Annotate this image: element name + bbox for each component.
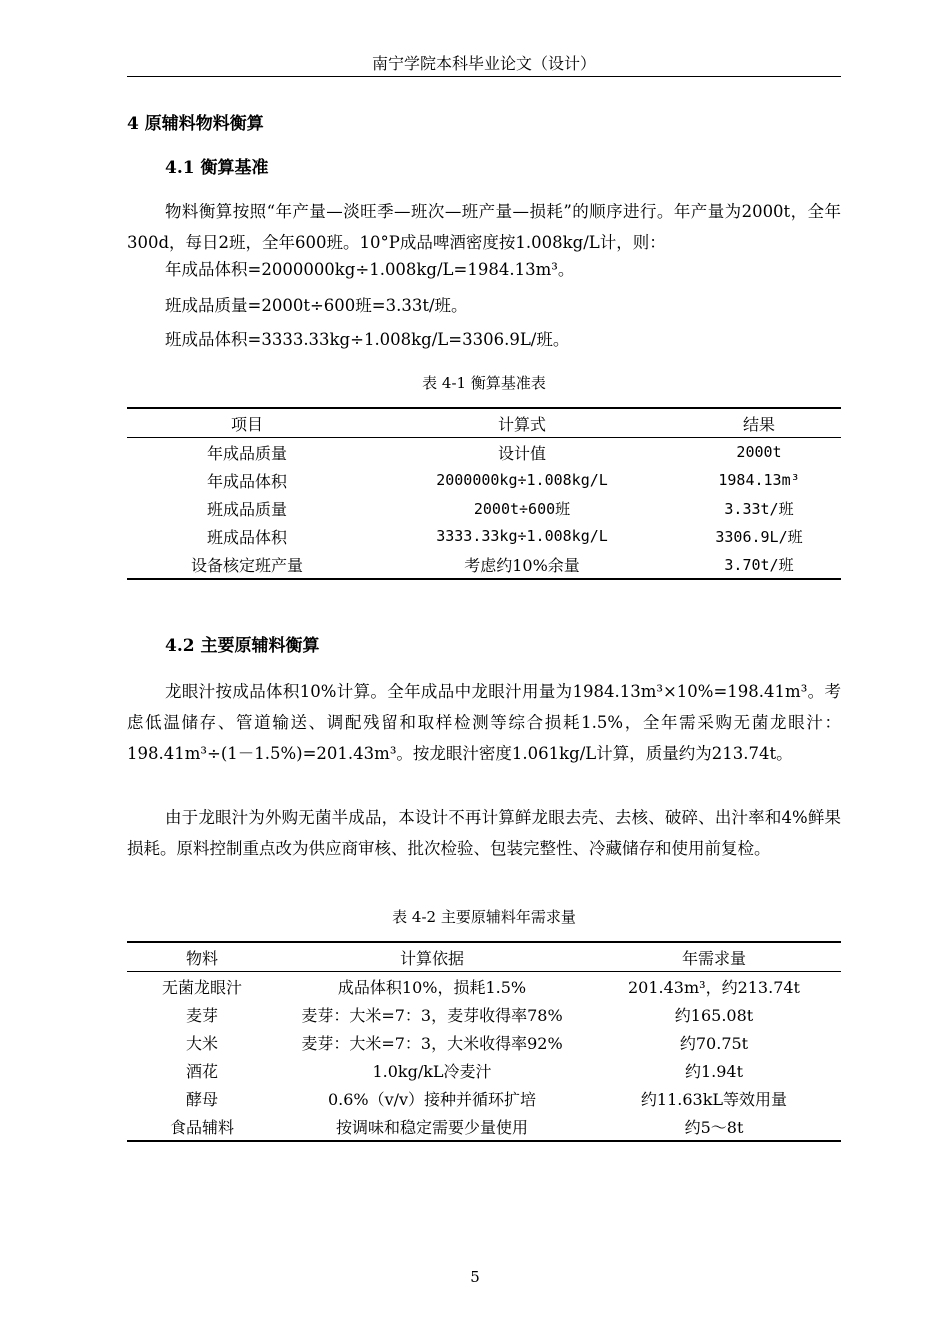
section-4-2-paragraph-2: 由于龙眼汁为外购无菌半成品，本设计不再计算鲜龙眼去壳、去核、破碎、出汁率和4%鲜果损耗。原料控制重点改为供应商审核、批次检验、包装完整性、冷藏储存和使用前复检。 — [127, 808, 841, 858]
table-4-1 — [127, 407, 841, 580]
formula-shift-mass: 班成品质量=2000t÷600班=3.33t/班。 — [165, 296, 468, 315]
page-number: 5 — [470, 1268, 480, 1286]
table-cell: 2000t — [736, 443, 782, 461]
table-cell: 酒花 — [185, 1061, 218, 1081]
formula-shift-volume: 班成品体积=3333.33kg÷1.008kg/L=3306.9L/班。 — [165, 330, 570, 349]
table-cell: 0.6%（v/v）接种并循环扩培 — [327, 1089, 537, 1109]
table-cell: 班成品质量 — [206, 499, 287, 519]
table-cell: 3306.9L/班 — [715, 527, 803, 546]
table-row — [127, 550, 841, 579]
table-cell: 按调味和稳定需要少量使用 — [277, 1112, 587, 1141]
table-row — [127, 522, 841, 550]
column-header: 结果 — [677, 408, 841, 438]
column-header: 年需求量 — [587, 942, 841, 972]
header-rule — [127, 76, 841, 77]
table-cell: 设备核定班产量 — [127, 550, 367, 579]
table-cell: 食品辅料 — [127, 1112, 277, 1141]
table-cell: 考虑约10%余量 — [367, 550, 677, 579]
table-row — [127, 1112, 841, 1141]
table-cell: 约1.94t — [684, 1061, 744, 1081]
table-row — [127, 972, 841, 1001]
table-row — [127, 438, 841, 467]
table-cell: 约70.75t — [679, 1033, 749, 1053]
table-4-2-caption: 表 4-2 主要原辅料年需求量 — [392, 908, 576, 926]
section-4-heading: 4 原辅料物料衡算 — [127, 114, 264, 134]
table-cell: 麦芽：大米=7：3，麦芽收得率78% — [301, 1005, 563, 1025]
table-header-row — [127, 942, 841, 972]
section-4-1-paragraph: 物料衡算按照“年产量—淡旺季—班次—班产量—损耗”的顺序进行。年产量为2000t，全年300d，每日2班，全年600班。10°P成品啤酒密度按1.008kg/L计，则： — [127, 202, 841, 252]
table-cell: 成品体积10%，损耗1.5% — [337, 977, 527, 997]
table-row — [127, 494, 841, 522]
table-cell: 酵母 — [185, 1089, 218, 1109]
table-cell: 约11.63kL等效用量 — [640, 1089, 788, 1109]
table-cell: 3.33t/班 — [724, 499, 794, 518]
table-cell: 年成品体积 — [206, 471, 287, 491]
table-cell: 麦芽 — [185, 1005, 218, 1025]
table-cell: 约165.08t — [674, 1005, 754, 1025]
table-cell: 麦芽：大米=7：3，大米收得率92% — [301, 1033, 563, 1053]
table-cell: 201.43m³，约213.74t — [628, 977, 800, 997]
section-4-2-heading: 4.2 主要原辅料衡算 — [165, 636, 320, 656]
table-row — [127, 1028, 841, 1056]
table-cell: 大米 — [185, 1033, 218, 1053]
table-cell: 设计值 — [497, 443, 546, 463]
table-row — [127, 1056, 841, 1084]
table-4-1-caption: 表 4-1 衡算基准表 — [422, 374, 546, 392]
table-4-2 — [127, 941, 841, 1142]
column-header: 计算依据 — [277, 942, 587, 972]
table-cell: 2000000kg÷1.008kg/L — [436, 471, 608, 489]
page-header: 南宁学院本科毕业论文（设计） — [371, 54, 596, 73]
table-cell: 3333.33kg÷1.008kg/L — [436, 527, 608, 545]
table-cell: 无菌龙眼汁 — [161, 977, 242, 997]
table-cell: 2000t÷600班 — [473, 499, 571, 518]
section-4-1-heading: 4.1 衡算基准 — [165, 158, 269, 178]
table-row — [127, 1000, 841, 1028]
section-4-2-paragraph-1: 龙眼汁按成品体积10%计算。全年成品中龙眼汁用量为1984.13m³×10%=198.41m³。考虑低温储存、管道输送、调配残留和取样检测等综合损耗1.5%，全年需采购无菌龙眼汁：198.41m³÷(1－1.5%)=201.43m³。按龙眼汁密度1.061kg/L计算，质量约为213.74t。 — [127, 682, 841, 763]
table-header-row — [127, 408, 841, 438]
table-cell: 年成品质量 — [206, 443, 287, 463]
table-row — [127, 466, 841, 494]
column-header: 计算式 — [367, 408, 677, 438]
table-cell: 1.0kg/kL冷麦汁 — [372, 1061, 492, 1081]
table-cell: 1984.13m³ — [718, 471, 800, 489]
table-cell: 班成品体积 — [206, 527, 287, 547]
formula-annual-volume: 年成品体积=2000000kg÷1.008kg/L=1984.13m³。 — [165, 260, 575, 279]
table-row — [127, 1084, 841, 1112]
table-cell: 3.70t/班 — [677, 550, 841, 579]
column-header: 项目 — [127, 408, 367, 438]
column-header: 物料 — [127, 942, 277, 972]
table-cell: 约5～8t — [587, 1112, 841, 1141]
